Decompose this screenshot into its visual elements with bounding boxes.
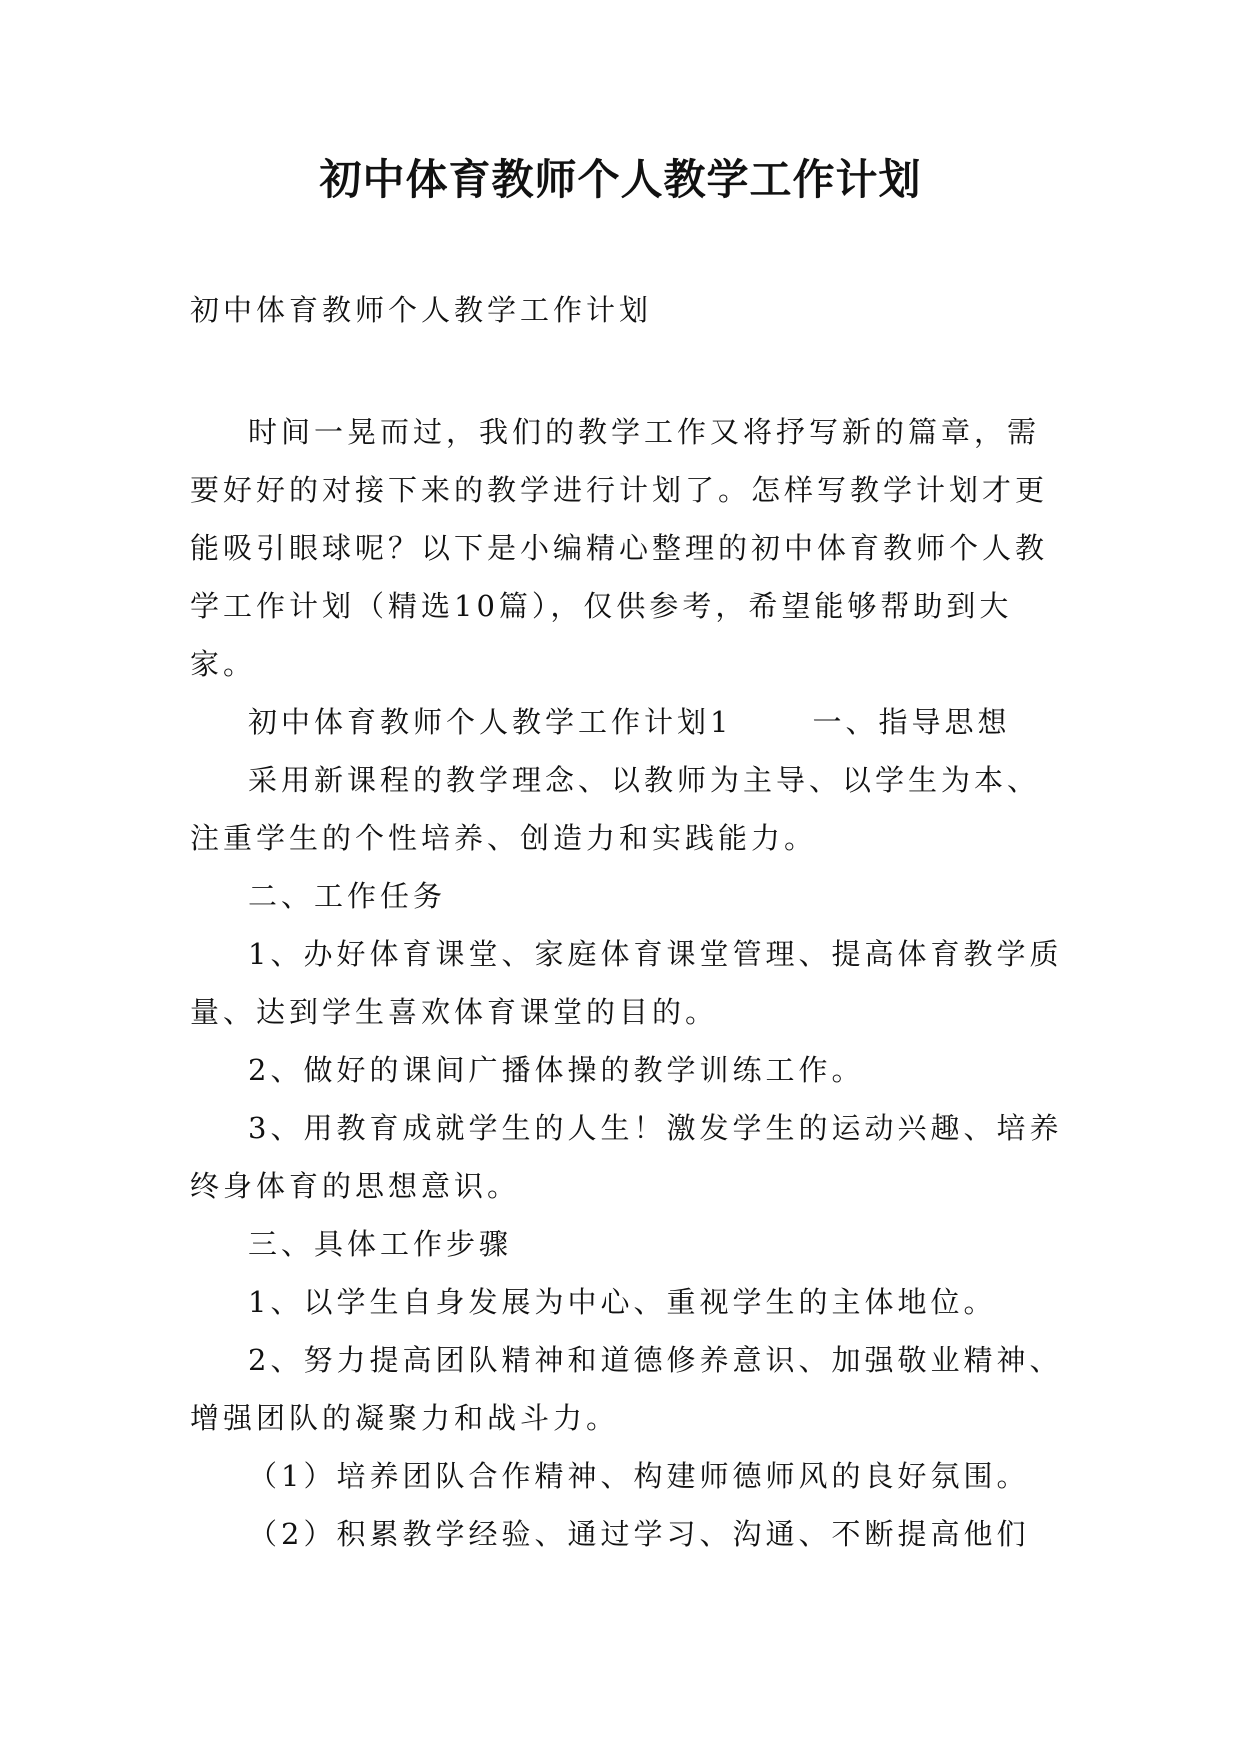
- document-body: [190, 403, 1070, 1563]
- part-3-heading: 三、具体工作步骤: [248, 1227, 513, 1261]
- part-3-sub-1: （1）培养团队合作精神、构建师德师风的良好氛围。: [248, 1459, 1030, 1493]
- section-1-heading: 初中体育教师个人教学工作计划1: [248, 705, 733, 739]
- intro-paragraph: 时间一晃而过，我们的教学工作又将抒写新的篇章，需要好好的对接下来的教学进行计划了。怎样写教学计划才更能吸引眼球呢？以下是小编精心整理的初中体育教师个人教学工作计划（精选10篇），仅供参考，希望能够帮助到大家。: [190, 415, 1049, 681]
- part-2-heading: 二、工作任务: [248, 879, 447, 913]
- part-1-text: 采用新课程的教学理念、以教师为主导、以学生为本、注重学生的个性培养、创造力和实践能力。: [190, 763, 1041, 855]
- part-3-sub-2: （2）积累教学经验、通过学习、沟通、不断提高他们: [248, 1517, 1030, 1551]
- part-3-item-1: 1、以学生自身发展为中心、重视学生的主体地位。: [248, 1285, 997, 1319]
- section-1-line: [190, 693, 1070, 751]
- part-2-item-2: 2、做好的课间广播体操的教学训练工作。: [248, 1053, 865, 1087]
- part-3-item-2: 2、努力提高团队精神和道德修养意识、加强敬业精神、增强团队的凝聚力和战斗力。: [190, 1343, 1063, 1435]
- document-title: 初中体育教师个人教学工作计划: [319, 155, 922, 204]
- document-subtitle: 初中体育教师个人教学工作计划: [190, 293, 653, 327]
- part-1-heading: 一、指导思想: [812, 705, 1011, 739]
- part-2-item-3: 3、用教育成就学生的人生！激发学生的运动兴趣、培养终身体育的思想意识。: [190, 1111, 1063, 1203]
- part-2-item-1: 1、办好体育课堂、家庭体育课堂管理、提高体育教学质量、达到学生喜欢体育课堂的目的。: [190, 937, 1063, 1029]
